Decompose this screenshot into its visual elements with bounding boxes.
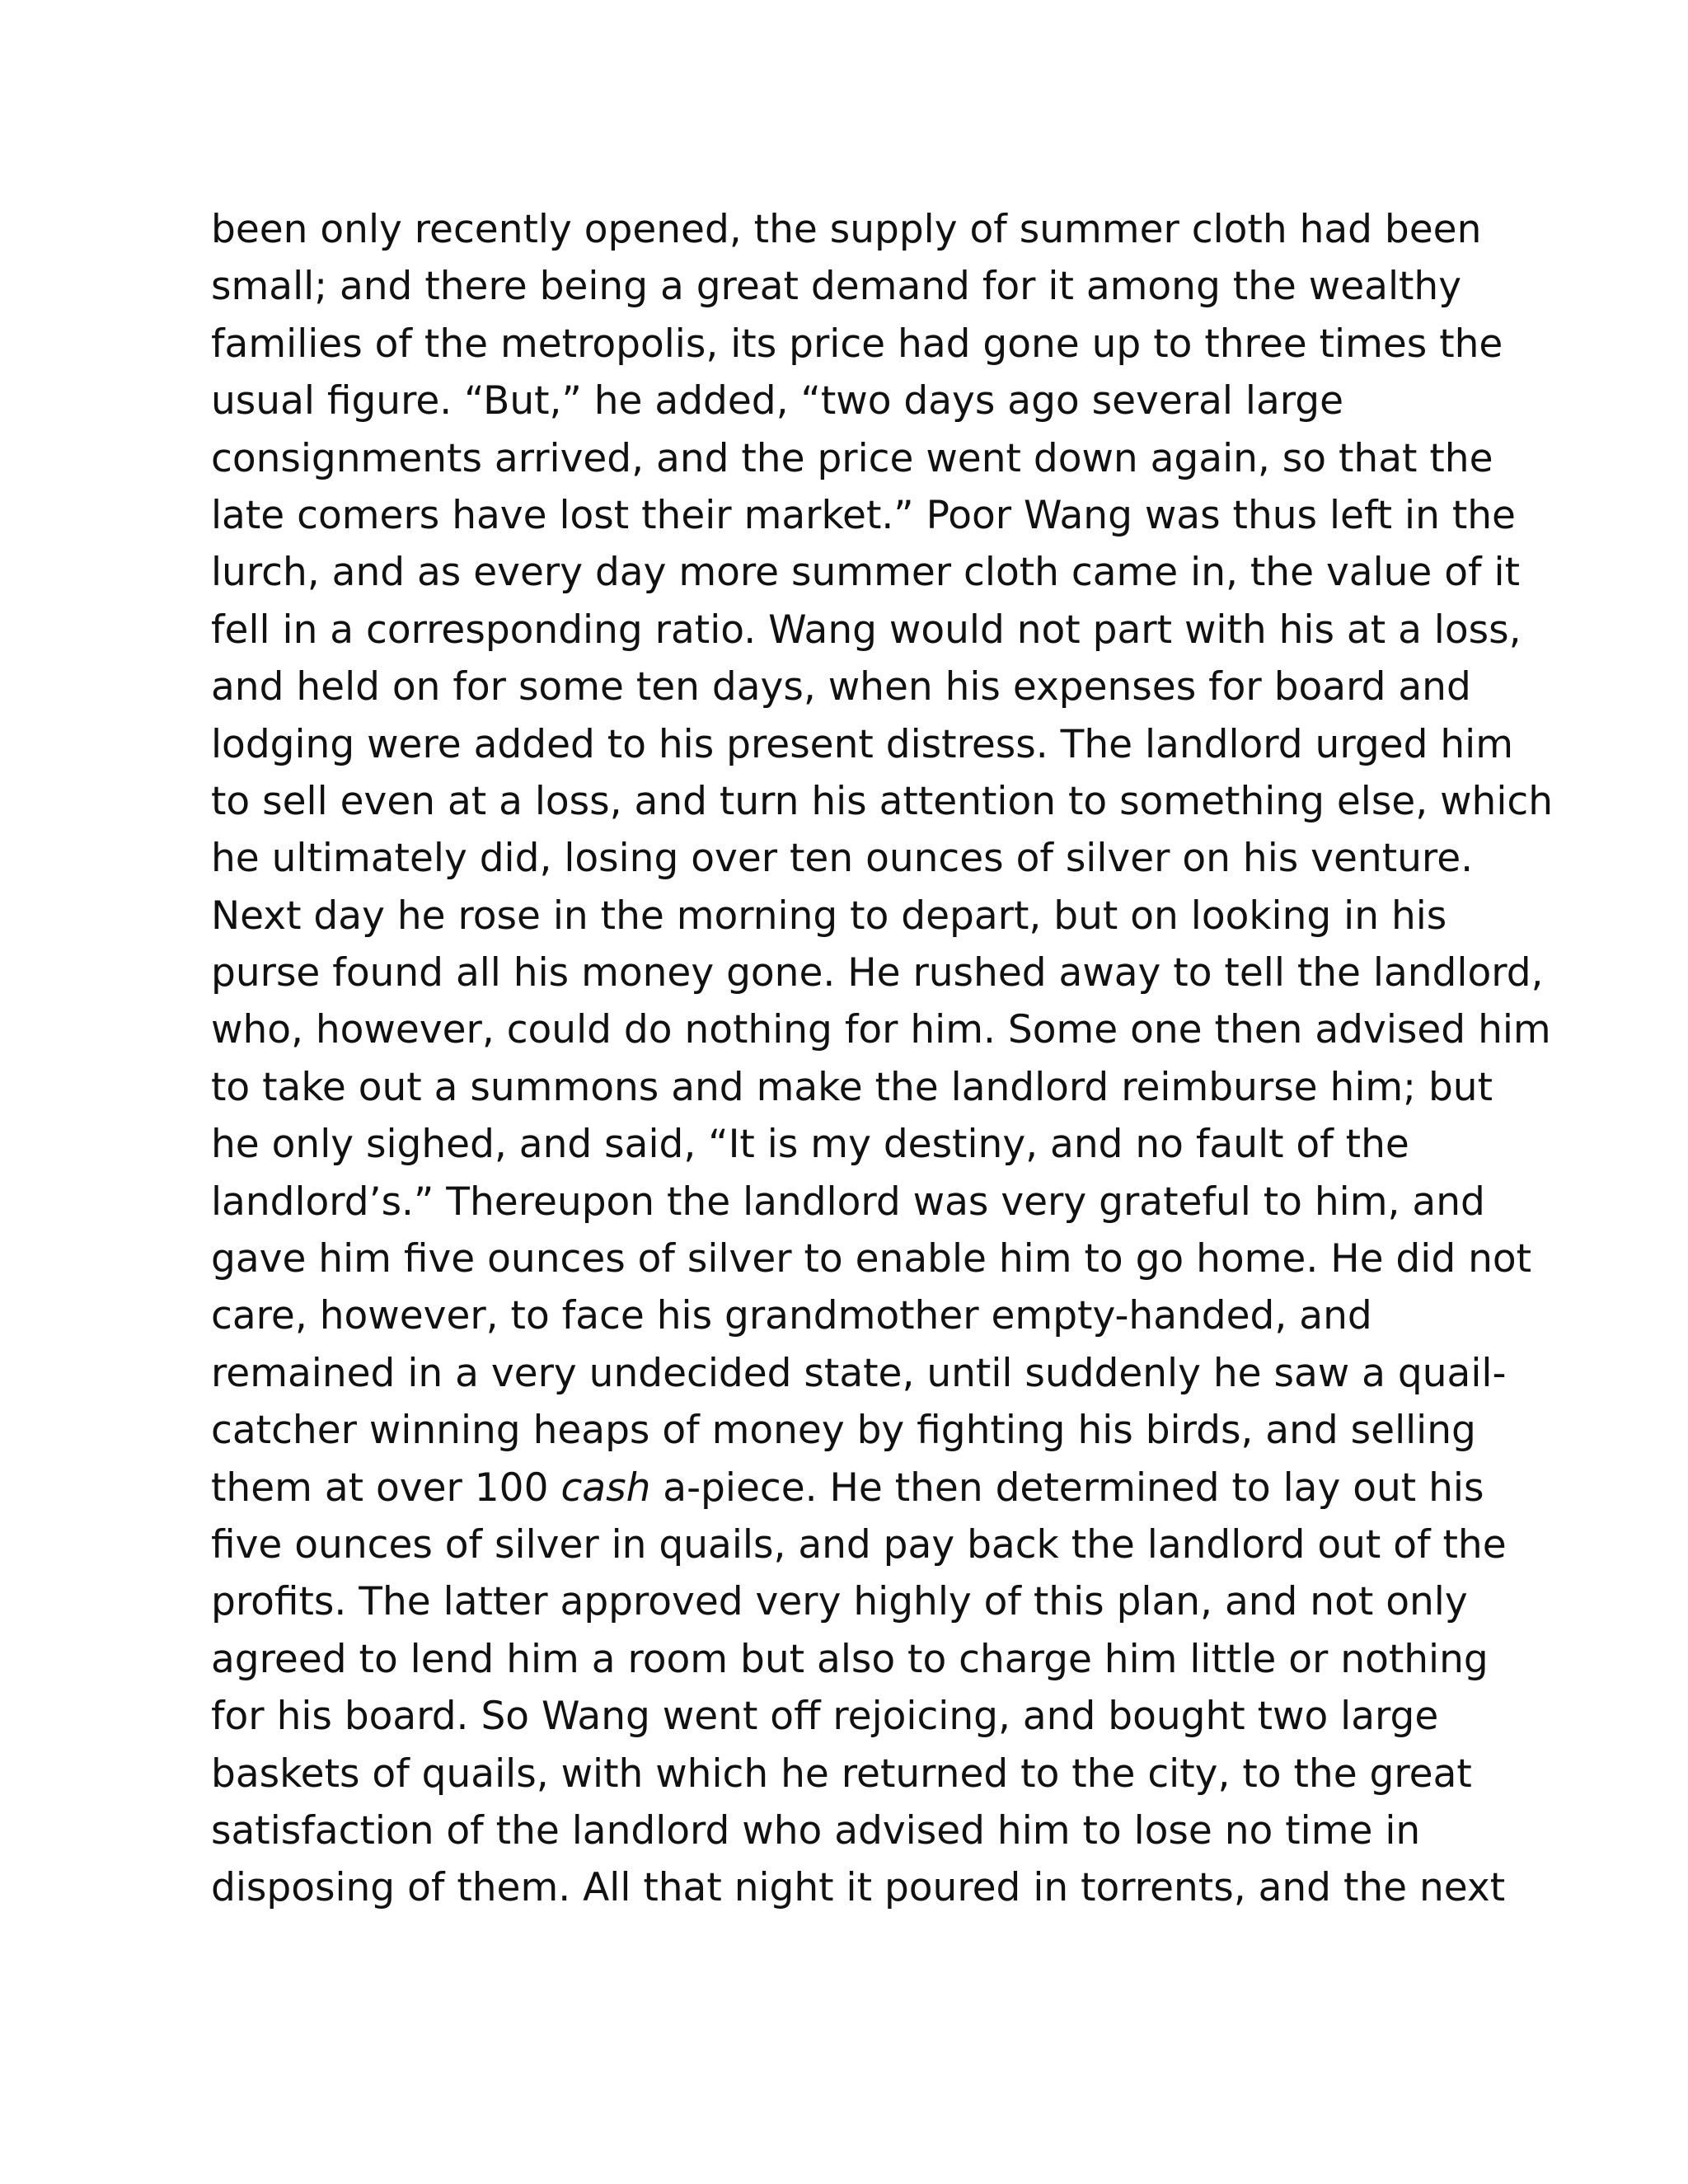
- text-line: landlord’s.” Thereupon the landlord was very grateful to him, and: [211, 1179, 1485, 1225]
- text-line: gave him five ounces of silver to enable him to go home. He did not: [211, 1236, 1532, 1282]
- text-line: profits. The latter approved very highly of this plan, and not only: [211, 1579, 1468, 1625]
- text-line: lurch, and as every day more summer cloth came in, the value of it: [211, 550, 1520, 596]
- text-line: baskets of quails, with which he returned to the city, to the great: [211, 1750, 1472, 1797]
- text-line: to sell even at a loss, and turn his attention to something else, which: [211, 778, 1554, 824]
- text-line: to take out a summons and make the landlord reimburse him; but: [211, 1064, 1493, 1110]
- text-line: five ounces of silver in quails, and pay back the landlord out of the: [211, 1521, 1507, 1568]
- text-line: purse found all his money gone. He rushed away to tell the landlord,: [211, 950, 1544, 996]
- text-line: Next day he rose in the morning to depart, but on looking in his: [211, 893, 1447, 939]
- text-line: care, however, to face his grandmother empty-handed, and: [211, 1293, 1372, 1339]
- text-span: them at over 100: [211, 1465, 561, 1511]
- text-line: late comers have lost their market.” Poor Wang was thus left in the: [211, 492, 1516, 538]
- text-line: small; and there being a great demand for it among the wealthy: [211, 264, 1462, 310]
- text-line: remained in a very undecided state, until suddenly he saw a quail-: [211, 1350, 1507, 1396]
- text-line: consignments arrived, and the price went down again, so that the: [211, 435, 1493, 481]
- body-text: [211, 201, 1554, 1917]
- text-line: for his board. So Wang went off rejoicing, and bought two large: [211, 1694, 1439, 1740]
- text-line: catcher winning heaps of money by fighting his birds, and selling: [211, 1408, 1476, 1454]
- text-line: fell in a corresponding ratio. Wang would not part with his at a loss,: [211, 607, 1522, 653]
- text-span: a-piece. He then determined to lay out his: [650, 1465, 1484, 1511]
- text-line-with-italic: [211, 1460, 1497, 1516]
- text-line: satisfaction of the landlord who advised him to lose no time in: [211, 1807, 1421, 1854]
- text-line: and held on for some ten days, when his expenses for board and: [211, 664, 1471, 710]
- text-line: been only recently opened, the supply of summer cloth had been: [211, 207, 1482, 252]
- text-line: he ultimately did, losing over ten ounces of silver on his venture.: [211, 836, 1474, 882]
- text-line: who, however, could do nothing for him. Some one then advised him: [211, 1007, 1551, 1053]
- text-line: disposing of them. All that night it poured in torrents, and the next: [211, 1865, 1506, 1911]
- text-line: usual figure. “But,” he added, “two days ago several large: [211, 378, 1343, 424]
- text-line: agreed to lend him a room but also to charge him little or nothing: [211, 1636, 1489, 1682]
- text-line: he only sighed, and said, “It is my destiny, and no fault of the: [211, 1122, 1409, 1168]
- text-line: lodging were added to his present distress. The landlord urged him: [211, 721, 1513, 767]
- text-line: families of the metropolis, its price had gone up to three times the: [211, 321, 1503, 367]
- italic-word: cash: [560, 1465, 651, 1511]
